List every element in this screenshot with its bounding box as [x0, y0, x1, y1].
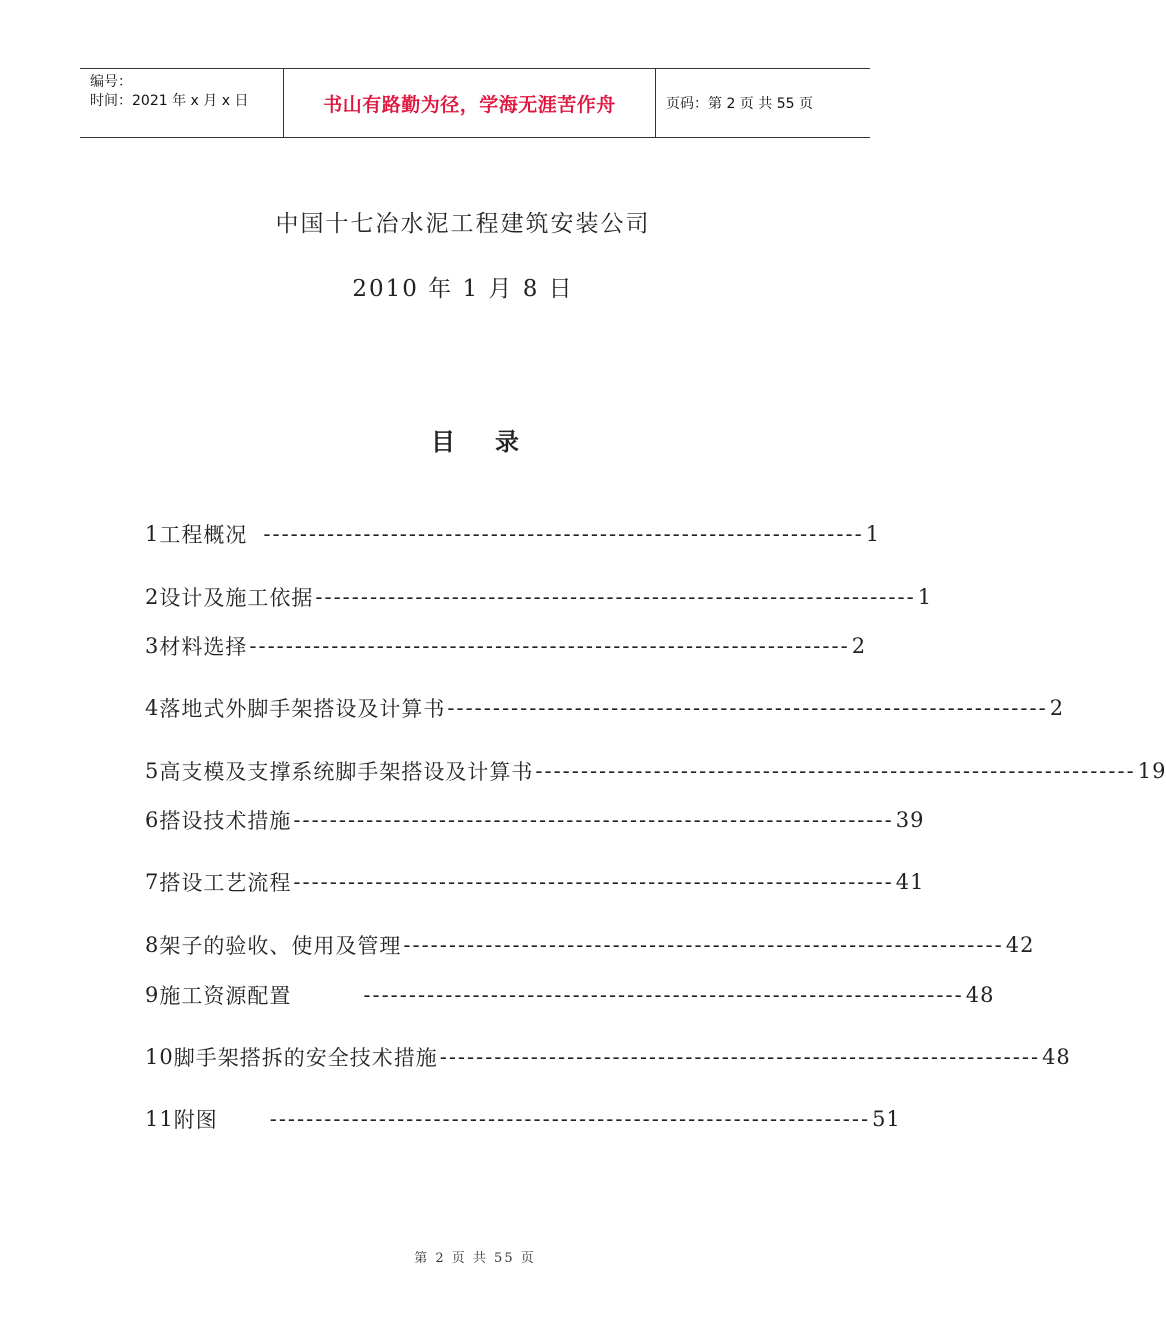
- toc-label: 落地式外脚手架搭设及计算书: [159, 697, 446, 721]
- toc-number: 11: [145, 1107, 174, 1131]
- toc-entry[interactable]: [145, 929, 1035, 961]
- toc-leader: ------------------------------------------------------------------: [447, 696, 1048, 720]
- toc-leader: ------------------------------------------------------------------: [249, 634, 850, 658]
- toc-entry[interactable]: [145, 1041, 1071, 1073]
- toc-number: 8: [145, 933, 160, 957]
- time-label: 时间：2021 年 x 月 x 日: [90, 93, 249, 109]
- toc-label: 高支模及支撑系统脚手架搭设及计算书: [159, 760, 534, 784]
- toc-leader: ------------------------------------------------------------------: [315, 585, 916, 609]
- toc-entry[interactable]: [145, 755, 1166, 787]
- page-header: [80, 68, 870, 138]
- toc-label: 架子的验收、使用及管理: [159, 934, 402, 958]
- toc-number: 1: [145, 522, 160, 546]
- toc-leader: ------------------------------------------------------------------: [269, 1107, 871, 1131]
- toc-number: 9: [145, 983, 160, 1007]
- toc-number: 6: [145, 808, 160, 832]
- toc-label: 搭设技术措施: [159, 809, 292, 833]
- toc-label: 设计及施工依据: [159, 586, 314, 610]
- toc-leader: ------------------------------------------------------------------: [293, 870, 894, 894]
- toc-page-number: 2: [851, 634, 867, 658]
- toc-entry[interactable]: [145, 866, 925, 898]
- toc-page-number: 1: [917, 585, 933, 609]
- toc-entry[interactable]: [145, 1103, 901, 1135]
- toc-entry[interactable]: [145, 518, 881, 550]
- toc-number: 7: [145, 870, 160, 894]
- toc-entry[interactable]: [145, 581, 933, 613]
- toc-page-number: 2: [1049, 696, 1065, 720]
- toc-leader: ------------------------------------------------------------------: [535, 759, 1136, 783]
- toc-page-number: 41: [895, 870, 925, 894]
- toc-number: 5: [145, 759, 160, 783]
- toc-leader: ------------------------------------------------------------------: [439, 1045, 1041, 1069]
- header-motto: 书山有路勤为径，学海无涯苦作舟: [283, 69, 656, 137]
- company-name: 中国十七冶水泥工程建筑安装公司: [275, 211, 651, 237]
- toc-entry[interactable]: [145, 692, 1065, 724]
- toc-entry[interactable]: [145, 804, 925, 836]
- toc-label: 附图: [173, 1108, 218, 1132]
- toc-number: 4: [145, 696, 160, 720]
- toc-label: 材料选择: [159, 635, 248, 659]
- header-meta: [80, 69, 283, 137]
- toc-page-number: 48: [965, 983, 995, 1007]
- document-date: 2010 年 1 月 8 日: [352, 276, 574, 302]
- toc-label: 工程概况: [159, 523, 248, 547]
- number-label: 编号：: [90, 74, 132, 90]
- header-page-info: 页码：第 2 页 共 55 页: [666, 96, 813, 112]
- toc-leader: ------------------------------------------------------------------: [263, 522, 864, 546]
- toc-label: 搭设工艺流程: [159, 871, 292, 895]
- toc-page-number: 1: [865, 522, 881, 546]
- toc-leader: ------------------------------------------------------------------: [293, 808, 894, 832]
- toc-number: 3: [145, 634, 160, 658]
- toc-page-number: 19: [1137, 759, 1166, 783]
- toc-page-number: 39: [895, 808, 925, 832]
- toc-leader: ------------------------------------------------------------------: [363, 983, 964, 1007]
- toc-entry[interactable]: [145, 979, 995, 1011]
- toc-page-number: 42: [1005, 933, 1035, 957]
- toc-number: 10: [145, 1045, 174, 1069]
- toc-label: 施工资源配置: [159, 984, 292, 1008]
- toc-entry[interactable]: [145, 630, 867, 662]
- page-footer: 第 2 页 共 55 页: [414, 1251, 536, 1266]
- toc-leader: ------------------------------------------------------------------: [403, 933, 1004, 957]
- toc-page-number: 48: [1042, 1045, 1071, 1069]
- toc-number: 2: [145, 585, 160, 609]
- toc-label: 脚手架搭拆的安全技术措施: [173, 1046, 438, 1070]
- toc-page-number: 51: [872, 1107, 901, 1131]
- toc-title: 目录: [431, 427, 559, 456]
